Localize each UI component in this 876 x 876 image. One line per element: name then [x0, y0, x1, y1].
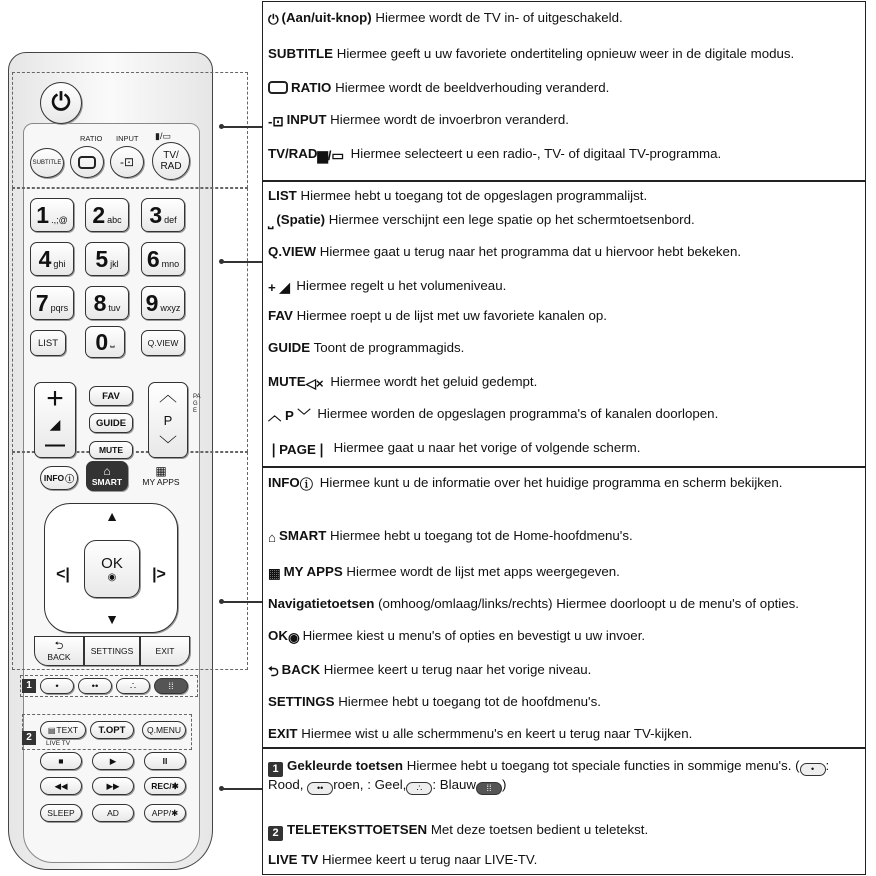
box4-row-teletext — [268, 822, 648, 841]
number-letters: abc — [107, 215, 122, 225]
row-key-name: EXIT — [268, 726, 298, 741]
row-key-name: MUTE — [268, 374, 306, 389]
box4-row-livetv — [268, 852, 537, 868]
row-key-name: SETTINGS — [268, 694, 335, 709]
number-letters: .,;@ — [51, 215, 68, 225]
box1-row — [268, 146, 721, 164]
row-key-icon: ▆/▭ — [317, 148, 344, 163]
row-key-name: GUIDE — [268, 340, 311, 355]
box3-row — [268, 662, 591, 680]
box3-row — [268, 564, 620, 582]
text-button[interactable] — [40, 721, 86, 739]
mute-button[interactable]: MUTE — [89, 441, 133, 459]
green-key-text: roen, — [333, 777, 364, 792]
box3-row — [268, 596, 799, 612]
row-description: Hiermee worden de opgeslagen programma's of kanalen doorlopen. — [313, 406, 719, 421]
row-key-name: SUBTITLE — [268, 46, 334, 61]
box3-row — [268, 628, 645, 646]
row-key-name: FAV — [268, 308, 293, 323]
number-button-2[interactable] — [85, 198, 129, 232]
record-icon: ✱ — [171, 780, 179, 791]
sleep-button[interactable]: SLEEP — [40, 804, 82, 822]
space-icon: ⎵ — [110, 335, 115, 348]
nav-up-button[interactable]: ▲ — [105, 508, 119, 524]
stop-button[interactable]: ■ — [40, 752, 82, 770]
row-description: Hiermee roept u de lijst met uw favoriete kanalen op. — [292, 308, 607, 323]
tvrad-top-label: ▮/▭ — [155, 131, 171, 141]
tvrad-label-1: TV/ — [163, 150, 179, 161]
back-button[interactable] — [34, 636, 84, 666]
number-digit: 9 — [145, 289, 159, 316]
row-key-name: BACK — [281, 662, 321, 677]
nav-right-button[interactable]: |> — [152, 566, 166, 583]
row-key-name: LIST — [268, 188, 297, 203]
color-keys-badge: 1 — [268, 762, 283, 777]
row-description: Hiermee wist u alle schermmenu's en keert u terug naar TV-kijken. — [297, 726, 693, 741]
box2-row — [268, 374, 537, 392]
volume-rocker[interactable] — [34, 382, 76, 458]
ratio-label: RATIO — [80, 134, 103, 143]
tvrad-label-2: RAD — [160, 161, 182, 172]
zone2-number-badge: 2 — [22, 731, 36, 745]
row-key-name: (Aan/uit-knop) — [281, 10, 372, 25]
ratio-button[interactable] — [70, 146, 104, 178]
green-key-icon: •• — [307, 782, 333, 795]
livetv-text: Hiermee keert u terug naar LIVE-TV. — [318, 852, 538, 867]
number-letters: ghi — [53, 259, 66, 269]
volume-icon: ◢ — [49, 416, 61, 432]
box2-row — [268, 308, 607, 324]
row-description: Hiermee wordt de beeldverhouding veranderd. — [331, 80, 610, 95]
app-label: APP/ — [151, 808, 172, 818]
channel-rocker[interactable] — [148, 382, 188, 458]
row-key-icon: ◉ — [287, 630, 300, 645]
teletext-title: TELETEKSTTOETSEN — [287, 822, 428, 837]
box3-row — [268, 694, 601, 710]
box2-row — [268, 188, 647, 204]
row-description: Hiermee verschijnt een lege spatie op het schermtoetsenbord. — [325, 212, 695, 227]
zero-digit: 0 — [95, 328, 109, 355]
box1-row — [268, 112, 569, 130]
row-symbol-icon: ⮌ — [268, 664, 279, 679]
row-description: Toont de programmagids. — [310, 340, 465, 355]
box1-row — [268, 80, 609, 96]
number-button-4[interactable] — [30, 242, 74, 276]
blue-key-text: : Blauw — [432, 777, 476, 792]
record-label: REC/ — [151, 781, 172, 791]
color-keys-text: Hiermee hebt u toegang tot speciale functies in sommige menu's. ( — [403, 758, 800, 773]
box3-row — [268, 475, 856, 493]
row-key-icon: ⓘ — [299, 477, 314, 492]
number-digit: 2 — [92, 201, 106, 228]
settings-button[interactable]: SETTINGS — [84, 636, 140, 666]
qview-button[interactable]: Q.VIEW — [141, 330, 185, 356]
box2-row — [268, 406, 718, 424]
blue-key-icon: ⁞⁞ — [476, 782, 502, 795]
box4-row-color-keys — [268, 758, 856, 795]
myapps-button[interactable] — [138, 461, 184, 491]
back-icon: ⮌ — [54, 639, 64, 652]
row-key-name: OK — [268, 628, 288, 643]
row-description: Hiermee wordt het geluid gedempt. — [326, 374, 538, 389]
teletext-text: Met deze toetsen bedient u teletekst. — [427, 822, 649, 837]
red-key-icon: • — [800, 763, 826, 776]
zone1-number-badge: 1 — [22, 679, 36, 693]
text-icon: ▤ — [47, 725, 56, 735]
yellow-key-text: : Geel, — [367, 777, 407, 792]
color-button-red[interactable]: • — [40, 678, 74, 694]
input-label: INPUT — [116, 134, 139, 143]
livetv-label: LIVE TV — [46, 740, 71, 747]
ok-label: OK — [101, 555, 123, 572]
number-digit: 6 — [146, 245, 160, 272]
leader-line-3 — [222, 601, 262, 603]
ratio-icon — [78, 156, 96, 169]
smart-button[interactable] — [86, 461, 128, 491]
app-icon: ✱ — [171, 807, 179, 818]
volume-down-icon: — — [45, 434, 65, 456]
box3-row — [268, 528, 633, 546]
number-button-6[interactable] — [141, 242, 185, 276]
number-letters: tuv — [108, 303, 121, 313]
leader-line-4 — [222, 788, 262, 790]
color-keys-title: Gekleurde toetsen — [287, 758, 404, 773]
number-digit: 1 — [36, 201, 50, 228]
red-key-text: : Rood, — [268, 758, 830, 792]
leader-line-1 — [222, 126, 262, 128]
box1-row — [268, 46, 794, 62]
number-button-1[interactable] — [30, 198, 74, 232]
input-button[interactable] — [110, 146, 144, 178]
number-button-7[interactable] — [30, 286, 74, 320]
number-digit: 8 — [93, 289, 107, 316]
row-key-name: TV/RAD — [268, 146, 318, 161]
channel-down-icon: ﹀ — [159, 435, 177, 455]
number-letters: def — [164, 215, 177, 225]
page-side-label: PAGE — [193, 394, 201, 414]
row-key-name: SMART — [279, 528, 327, 543]
myapps-label: MY APPS — [142, 477, 180, 487]
row-key-name: Q.VIEW — [268, 244, 317, 259]
teletext-badge: 2 — [268, 826, 283, 841]
row-symbol-icon: ▦ — [268, 566, 281, 581]
number-letters: jkl — [110, 259, 119, 269]
ok-button[interactable] — [84, 540, 140, 598]
number-button-3[interactable] — [141, 198, 185, 232]
row-symbol-icon: ⎵ — [268, 214, 274, 229]
number-digit: 3 — [149, 201, 163, 228]
app-button[interactable] — [144, 804, 186, 822]
guide-button[interactable]: GUIDE — [89, 413, 133, 433]
row-key-name: (Spatie) — [276, 212, 326, 227]
row-description: Hiermee wordt de invoerbron veranderd. — [326, 112, 569, 127]
pause-button[interactable]: II — [144, 752, 186, 770]
home-icon: ⌂ — [103, 464, 111, 478]
row-description: Hiermee gaat u naar het vorige of volgende scherm. — [329, 440, 641, 455]
number-digit: 7 — [35, 289, 49, 316]
topt-button[interactable]: T.OPT — [90, 721, 134, 739]
row-key-name: INFO — [268, 475, 300, 490]
leader-line-2 — [222, 261, 262, 263]
tvrad-button[interactable] — [152, 142, 190, 180]
ok-icon: ◉ — [107, 572, 117, 583]
yellow-key-icon: ∴ — [406, 782, 432, 795]
row-key-name: RATIO — [291, 80, 332, 95]
close-paren: ) — [501, 777, 507, 792]
info-button[interactable] — [40, 466, 78, 490]
number-button-9[interactable] — [141, 286, 185, 320]
number-letters: pqrs — [50, 303, 69, 313]
row-description: (omhoog/omlaag/links/rechts) Hiermee doorloopt u de menu's of opties. — [374, 596, 799, 611]
box2-row — [268, 212, 695, 230]
row-description: Hiermee keert u terug naar het vorige niveau. — [320, 662, 592, 677]
qmenu-button[interactable]: Q.MENU — [142, 721, 186, 739]
info-label: INFO — [43, 473, 65, 483]
number-letters: mno — [161, 259, 180, 269]
exit-button[interactable]: EXIT — [140, 636, 190, 666]
row-description: Hiermee gaat u terug naar het programma dat u hiervoor hebt bekeken. — [316, 244, 742, 259]
row-description: Hiermee kunt u de informatie over het huidige programma en scherm bekijken. — [316, 475, 783, 490]
subtitle-button[interactable]: SUBTITLE — [30, 148, 64, 178]
row-symbol-icon: ❘PAGE❘ — [268, 442, 327, 457]
input-icon: -⊡ — [119, 155, 135, 169]
row-description: Hiermee wordt de lijst met apps weergegeven. — [342, 564, 620, 579]
color-button-blue[interactable]: ⁞⁞ — [154, 678, 188, 694]
box3-row — [268, 726, 692, 742]
myapps-icon: ▦ — [155, 464, 167, 478]
row-description: Hiermee hebt u toegang tot de Home-hoofdmenu's. — [326, 528, 633, 543]
color-button-yellow[interactable]: ∴ — [116, 678, 150, 694]
row-symbol-icon: -⊡ — [268, 114, 284, 129]
row-description: Hiermee hebt u toegang tot de hoofdmenu's. — [334, 694, 601, 709]
text-label: TEXT — [56, 725, 79, 735]
box1-row — [268, 10, 623, 28]
number-button-5[interactable] — [85, 242, 129, 276]
channel-up-icon: ︿ — [159, 385, 177, 405]
fast-forward-button[interactable]: ▶▶ — [92, 777, 134, 795]
color-button-green[interactable]: •• — [78, 678, 112, 694]
ratio-icon — [268, 81, 288, 94]
info-icon: ⓘ — [65, 473, 75, 484]
row-description: Hiermee selecteert u een radio-, TV- of digitaal TV-programma. — [346, 146, 722, 161]
record-button[interactable] — [144, 777, 186, 795]
row-symbol-icon: ︿ P ﹀ — [268, 408, 311, 423]
box2-row — [268, 340, 464, 356]
rewind-button[interactable]: ◀◀ — [40, 777, 82, 795]
box2-row — [268, 278, 506, 296]
row-description: Hiermee geeft u uw favoriete ondertiteling opnieuw weer in de digitale modus. — [333, 46, 795, 61]
box2-row — [268, 244, 741, 260]
nav-left-button[interactable]: <| — [56, 566, 70, 583]
number-digit: 4 — [38, 245, 52, 272]
back-label: BACK — [47, 651, 71, 662]
row-key-name: INPUT — [286, 112, 327, 127]
row-symbol-icon: + ◢ — [268, 280, 290, 295]
channel-p-label: P — [163, 412, 173, 428]
row-description: Hiermee regelt u het volumeniveau. — [292, 278, 507, 293]
row-description: Hiermee hebt u toegang tot de opgeslagen programmalijst. — [296, 188, 648, 203]
nav-down-button[interactable]: ▼ — [105, 611, 119, 627]
row-symbol-icon: ⌂ — [268, 530, 277, 545]
number-letters: wxyz — [160, 303, 181, 313]
number-button-8[interactable] — [85, 286, 129, 320]
box2-row — [268, 440, 640, 458]
row-key-name: MY APPS — [283, 564, 343, 579]
zero-button[interactable] — [85, 326, 125, 358]
volume-up-icon: + — [46, 382, 64, 415]
smart-label: SMART — [91, 477, 123, 487]
livetv-title: LIVE TV — [268, 852, 319, 867]
row-key-icon: ◁× — [305, 376, 324, 391]
fav-button[interactable]: FAV — [89, 386, 133, 406]
ad-button[interactable]: AD — [92, 804, 134, 822]
list-button[interactable]: LIST — [30, 330, 66, 356]
number-digit: 5 — [95, 245, 109, 272]
play-button[interactable]: ▶ — [92, 752, 134, 770]
row-description: Hiermee kiest u menu's of opties en bevestigt u uw invoer. — [302, 628, 646, 643]
row-key-name: Navigatietoetsen — [268, 596, 375, 611]
power-button[interactable]: ⏻ — [40, 82, 82, 124]
row-symbol-icon: ⏻ — [268, 12, 279, 27]
row-description: Hiermee wordt de TV in- of uitgeschakeld. — [371, 10, 623, 25]
